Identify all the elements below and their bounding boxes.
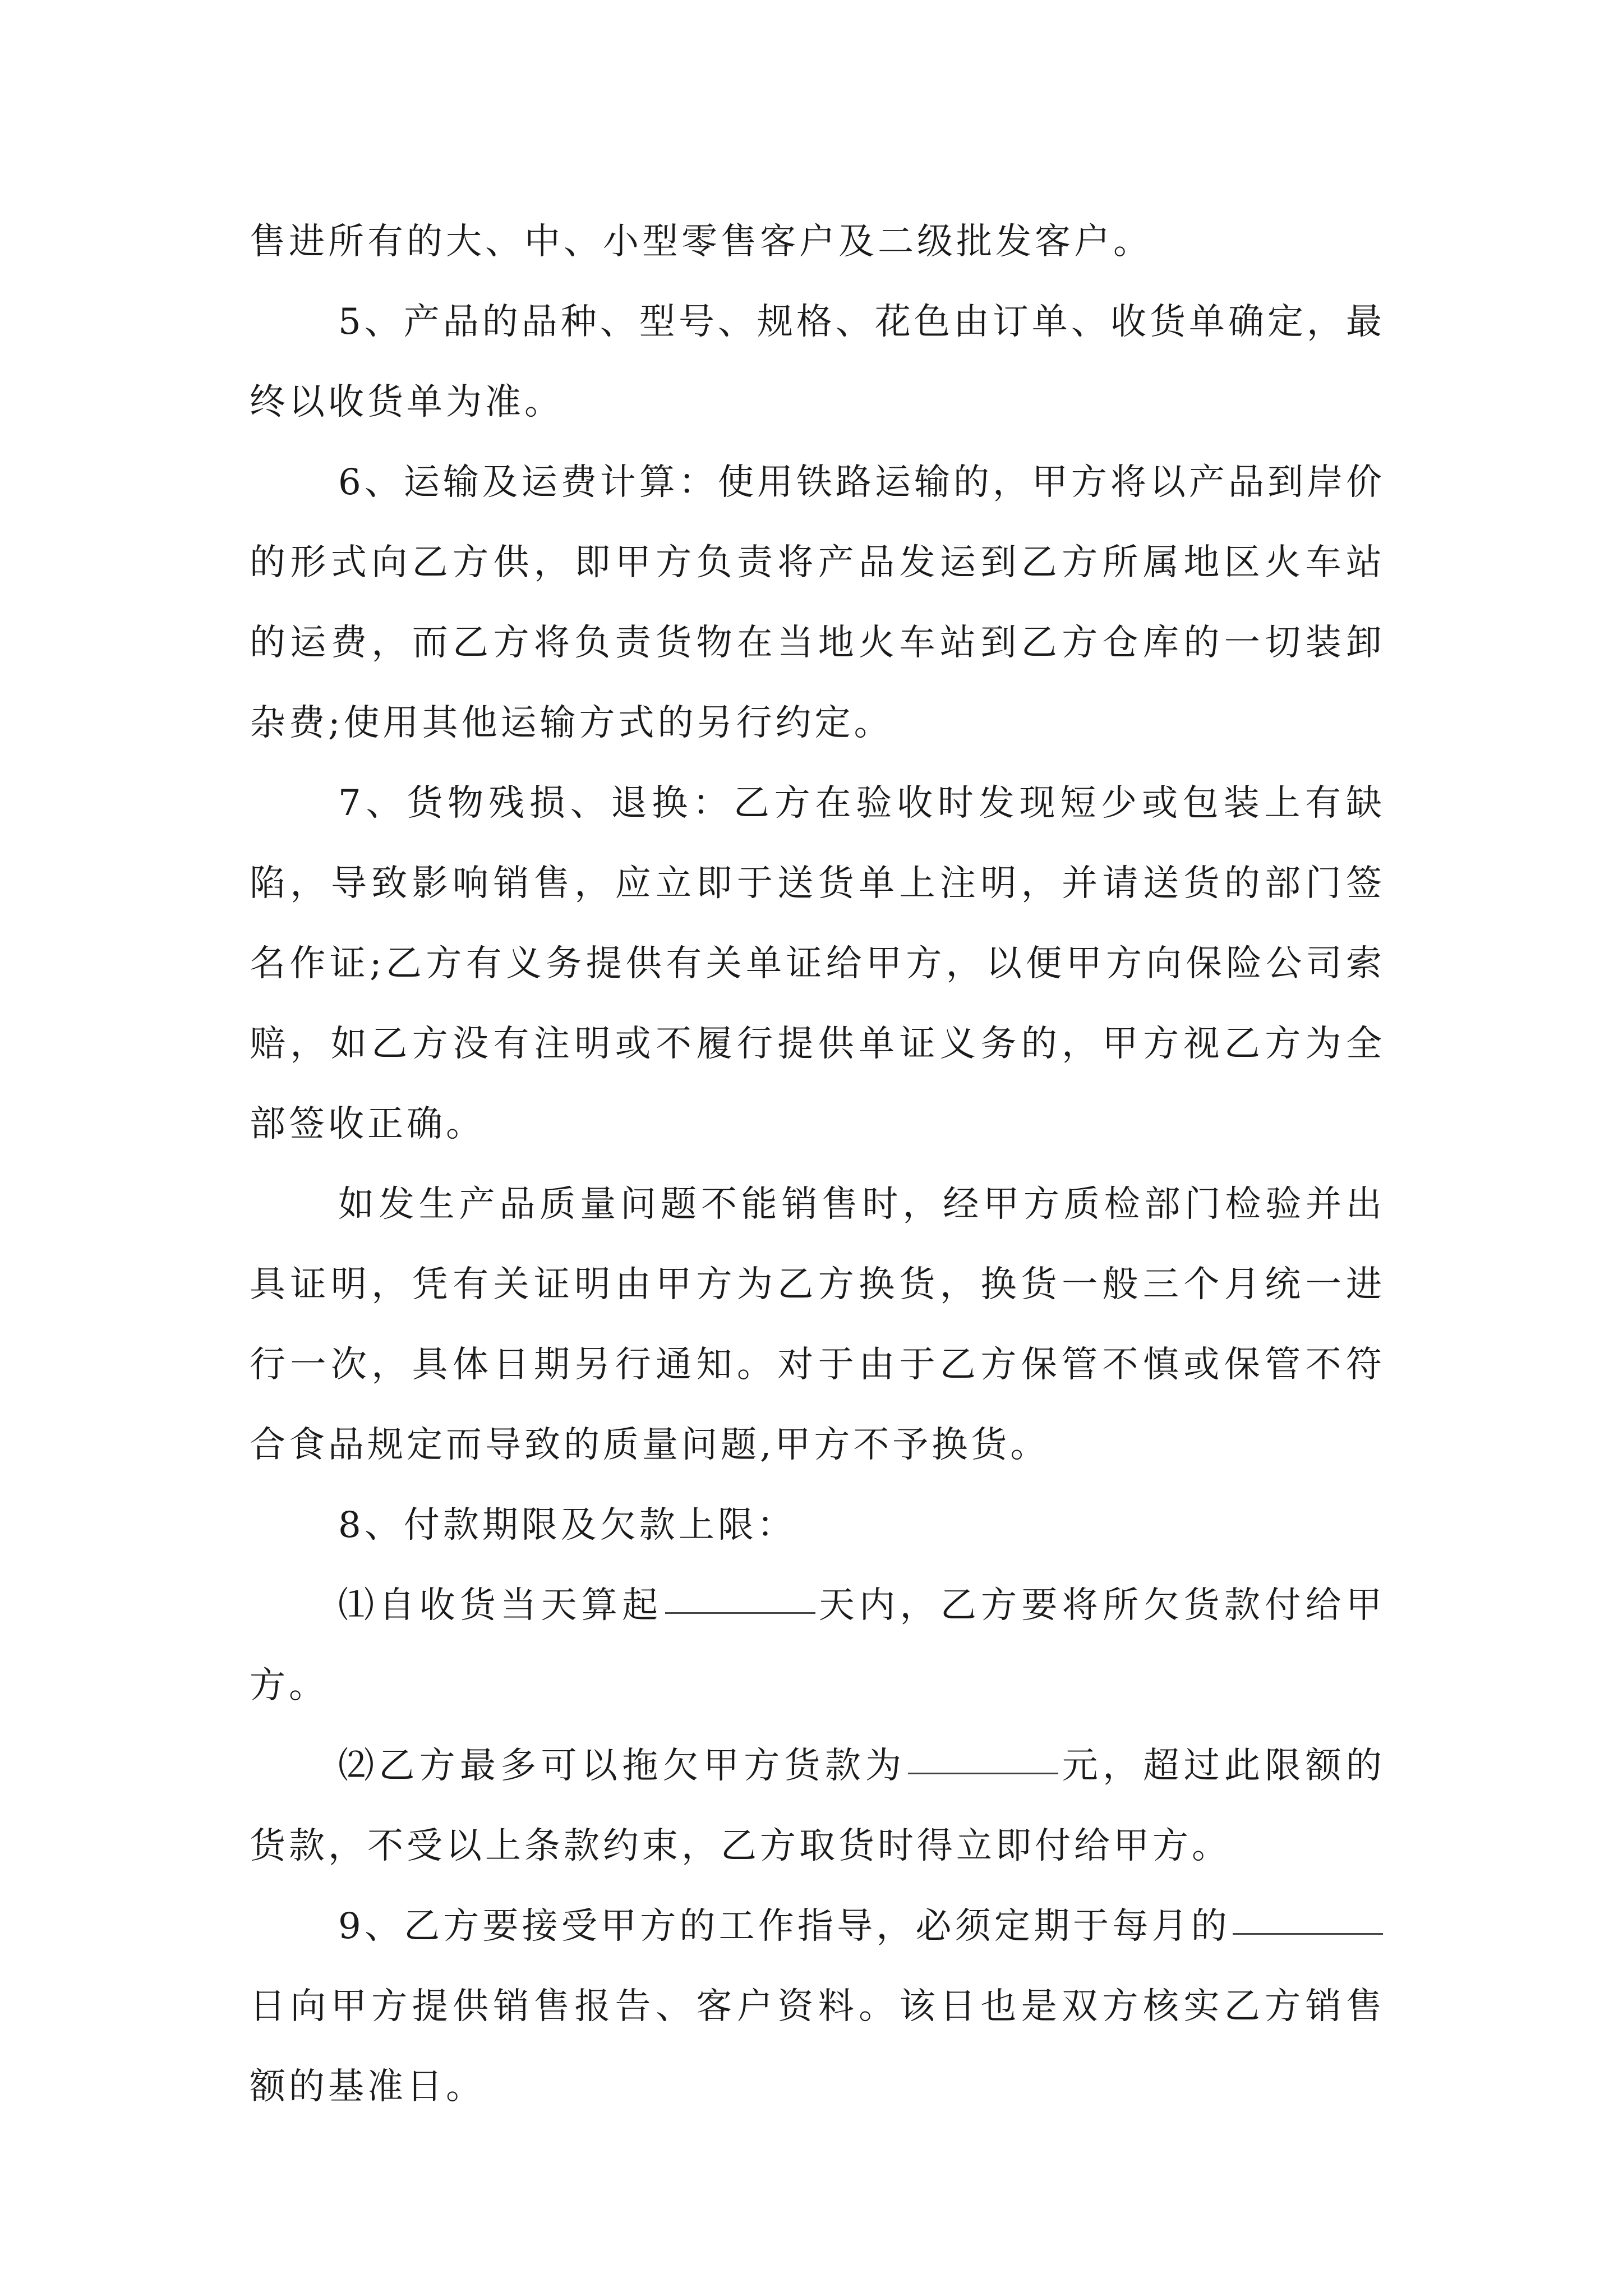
clause-7-quality-exchange: 如发生产品质量问题不能销售时，经甲方质检部门检验并出具证明，凭有关证明由甲方为乙方换货，换货一般三个月统一进行一次，具体日期另行通知。对于由于乙方保管不慎或保管不符合食品规定而导致的质量问题,甲方不予换货。 (250, 1184, 1385, 1466)
report-day-blank-field[interactable] (1233, 1897, 1383, 1935)
clause-8-item-1-text-b: 天内，乙方要将所欠货款付给甲方。 (250, 1585, 1385, 1706)
clause-8-item-2 (250, 1726, 1385, 1887)
clause-6-transport-fees: 6、运输及运费计算：使用铁路运输的，甲方将以产品到岸价的形式向乙方供，即甲方负责将产品发运到乙方所属地区火车站的运费，而乙方将负责货物在当地火车站到乙方仓库的一切装卸杂费;使用其他运输方式的另行约定。 (250, 462, 1385, 744)
clause-9-text-b: 日向甲方提供销售报告、客户资料。该日也是双方核实乙方销售额的基准日。 (250, 1986, 1385, 2108)
clause-5-product-specs: 5、产品的品种、型号、规格、花色由订单、收货单确定，最终以收货单为准。 (250, 301, 1385, 423)
clause-8-item-2-text-a: ⑵乙方最多可以拖欠甲方货款为 (338, 1745, 906, 1787)
paragraph-continuation: 售进所有的大、中、小型零售客户及二级批发客户。 (250, 221, 1152, 263)
document-page (250, 202, 1385, 2127)
clause-8-item-1 (250, 1566, 1385, 1726)
amount-blank-field[interactable] (908, 1737, 1058, 1774)
clause-8-item-1-text-a: ⑴自收货当天算起 (338, 1585, 663, 1626)
clause-9-reporting (250, 1887, 1385, 2127)
clause-8-payment-terms: 8、付款期限及欠款上限： (338, 1504, 796, 1546)
clause-7-damage-returns: 7、货物残损、退换：乙方在验收时发现短少或包装上有缺陷，导致影响销售，应立即于送货单上注明，并请送货的部门签名作证;乙方有义务提供有关单证给甲方，以便甲方向保险公司索赔，如乙方没有注明或不履行提供单证义务的，甲方视乙方为全部签收正确。 (250, 783, 1385, 1145)
clause-8-item-2-text-b: 元，超过此限额的货款，不受以上条款约束，乙方取货时得立即付给甲方。 (250, 1745, 1385, 1867)
clause-9-text-a: 9、乙方要接受甲方的工作指导，必须定期于每月的 (338, 1906, 1230, 1947)
days-blank-field[interactable] (665, 1576, 815, 1614)
